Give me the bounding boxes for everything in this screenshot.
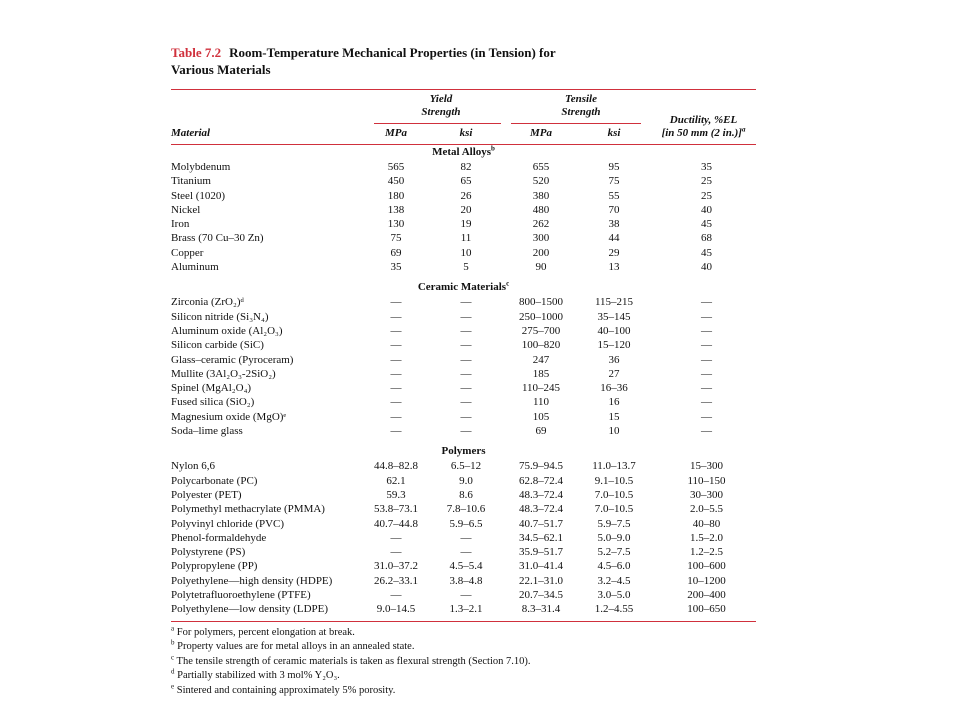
material-cell: Polyvinyl chloride (PVC) [171, 517, 285, 530]
table-row [171, 338, 756, 352]
footnote-mark: e [171, 682, 175, 691]
table-row [171, 517, 756, 531]
material-cell: Soda–lime glass [171, 425, 243, 438]
yield-mpa-cell: 9.0–14.5 [376, 603, 416, 616]
material-cell: Brass (70 Cu–30 Zn) [171, 232, 264, 245]
material-cell: Copper [171, 246, 204, 259]
yield-ksi-cell: 9.0 [459, 474, 473, 487]
group-name: Metal Alloys [432, 146, 492, 158]
tensile-ksi-cell: 38 [608, 218, 620, 231]
tensile-ksi-cell: 5.2–7.5 [597, 546, 631, 559]
tensile-mpa-cell: 520 [532, 175, 550, 188]
ductility-cell: 2.0–5.5 [690, 503, 723, 516]
footnote-mark: b [171, 638, 175, 647]
table-title-line2: Various Materials [171, 62, 271, 77]
tensile-mpa-cell: 100–820 [521, 339, 561, 352]
table-row [171, 545, 756, 559]
table-row [171, 531, 756, 545]
tensile-mpa-cell: 35.9–51.7 [519, 546, 563, 559]
yield-ksi-cell: 3.8–4.8 [449, 574, 483, 587]
yield-ksi-cell: — [460, 589, 472, 602]
yield-mpa-cell: — [390, 425, 402, 438]
table-row [171, 310, 756, 324]
tensile-mpa-cell: 90 [535, 261, 547, 274]
yield-mpa-cell: 138 [387, 203, 405, 216]
tensile-ksi-cell: 70 [608, 203, 620, 216]
table-row [171, 324, 756, 338]
ductility-cell: — [701, 425, 712, 438]
table-row [171, 488, 756, 502]
yield-ksi-cell: — [460, 296, 472, 309]
yield-mpa-cell: — [390, 396, 402, 409]
table-row [171, 246, 756, 260]
material-cell: Nylon 6,6 [171, 460, 215, 473]
tensile-ksi-cell: 95 [608, 161, 620, 173]
tensile-ksi-cell: 16 [608, 396, 620, 409]
table-body [171, 145, 756, 617]
tensile-ksi-cell: 27 [608, 367, 620, 380]
tensile-ksi-cell: 3.2–4.5 [597, 574, 631, 587]
table-number: Table 7.2 [171, 45, 222, 60]
yield-mpa-cell: 35 [390, 261, 402, 274]
yield-ksi-cell: — [460, 353, 472, 366]
yield-ksi-cell: 4.5–5.4 [449, 560, 483, 573]
table-row [171, 395, 756, 409]
yield-ksi-cell: 5 [463, 261, 469, 274]
footnote-text: For polymers, percent elongation at break. [176, 626, 355, 638]
material-cell: Steel (1020) [171, 189, 226, 202]
material-cell: Glass–ceramic (Pyroceram) [171, 353, 294, 366]
ductility-cell: — [701, 296, 712, 309]
table-row [171, 474, 756, 488]
tensile-ksi-cell: 15–120 [597, 339, 631, 352]
yield-ksi-cell: — [460, 324, 472, 337]
yield-mpa-cell: 130 [387, 218, 405, 231]
material-cell: Silicon nitride (Si₃N₄) [171, 310, 269, 323]
yield-mpa-cell: 62.1 [386, 474, 406, 487]
tensile-mpa-cell: 75.9–94.5 [519, 460, 563, 473]
yield-mpa-cell: — [390, 546, 402, 559]
table-row [171, 381, 756, 395]
tensile-ksi-cell: 7.0–10.5 [594, 503, 634, 516]
tensile-ksi-cell: 44 [608, 232, 620, 245]
tensile-mpa-cell: 105 [532, 410, 550, 423]
footnote [171, 669, 756, 684]
table-row [171, 217, 756, 231]
tensile-header: Tensile Strength [561, 93, 601, 118]
ductility-cell: — [701, 367, 712, 380]
ductility-cell: 100–650 [687, 603, 726, 616]
ductility-cell: — [701, 382, 712, 395]
yield-ksi-cell: — [460, 531, 472, 544]
table-bottom-rule [171, 621, 756, 622]
ductility-cell: — [701, 410, 712, 423]
yield-ksi-cell: 65 [460, 175, 472, 188]
yield-mpa-cell: 450 [387, 175, 405, 188]
ductility-cell: — [701, 310, 712, 323]
yield-mpa-cell: 69 [390, 246, 402, 259]
table-row [171, 559, 756, 573]
tensile-mpa-cell: 22.1–31.0 [519, 574, 563, 587]
ductility-cell: — [701, 396, 712, 409]
yield-ksi-cell: — [460, 382, 472, 395]
yield-ksi-cell: — [460, 425, 472, 438]
material-cell: Polypropylene (PP) [171, 560, 258, 573]
table-row [171, 574, 756, 588]
tensile-mpa-cell: 185 [532, 367, 550, 380]
material-cell: Nickel [171, 203, 201, 216]
yield-ksi-cell: — [460, 339, 472, 352]
tensile-mpa-cell: 480 [532, 203, 550, 216]
tensile-ksi-cell: 9.1–10.5 [594, 474, 634, 487]
material-cell: Fused silica (SiO₂) [171, 396, 255, 409]
ductility-cell: 25 [701, 189, 712, 202]
table-row [171, 588, 756, 602]
tensile-ksi-cell: 13 [608, 261, 620, 274]
footnote [171, 655, 756, 670]
material-cell: Aluminum [171, 261, 219, 274]
tensile-ksi-cell: 5.0–9.0 [597, 531, 631, 544]
ductility-cell: 30–300 [690, 488, 723, 501]
footnote [171, 684, 756, 699]
material-cell: Magnesium oxide (MgO)ᵉ [171, 410, 287, 423]
material-cell: Zirconia (ZrO₂)ᵈ [171, 296, 244, 309]
yield-mpa-cell: 53.8–73.1 [374, 503, 418, 516]
footnote-mark: d [171, 667, 175, 676]
material-cell: Phenol-formaldehyde [171, 531, 267, 544]
yield-ksi-cell: 1.3–2.1 [449, 603, 483, 616]
yield-mpa-cell: — [390, 296, 402, 309]
material-header: Material [171, 127, 211, 139]
tensile-ksi-cell: 15 [608, 410, 620, 423]
ductility-cell: — [701, 339, 712, 352]
table-row [171, 160, 756, 174]
tensile-ksi-cell: 29 [608, 246, 620, 259]
yield-underline [374, 123, 501, 124]
material-cell: Polystyrene (PS) [171, 546, 246, 559]
ductility-cell: 68 [701, 232, 712, 245]
ductility-cell: 15–300 [690, 460, 723, 473]
material-cell: Molybdenum [171, 161, 231, 173]
ductility-header: Ductility, %EL [in 50 mm (2 in.)]$^a$ [661, 114, 746, 139]
ductility-cell: 45 [701, 218, 712, 231]
table-row [171, 174, 756, 188]
yield-ksi-cell: 6.5–12 [450, 460, 482, 473]
table-row [171, 203, 756, 217]
table-document [171, 44, 756, 698]
footnote-text: Partially stabilized with 3 mol% Y₂O₃. [177, 670, 340, 682]
table-row [171, 459, 756, 473]
footnote-text: Sintered and containing approximately 5% porosity. [176, 684, 396, 696]
group-footnote-mark: c [506, 279, 510, 288]
yield-mpa-cell: 26.2–33.1 [374, 574, 418, 587]
table-row [171, 353, 756, 367]
material-cell: Polymethyl methacrylate (PMMA) [171, 503, 325, 516]
tensile-mpa-cell: 62.8–72.4 [519, 474, 563, 487]
ductility-cell: 35 [701, 161, 712, 173]
yield-ksi-cell: 11 [460, 232, 472, 245]
tensile-ksi-cell: 7.0–10.5 [594, 488, 634, 501]
tensile-ksi-cell: 40–100 [597, 324, 631, 337]
ductility-cell: 110–150 [687, 474, 726, 487]
tensile-ksi-cell: 5.9–7.5 [597, 517, 631, 530]
footnote-mark: a [171, 624, 175, 633]
yield-mpa-cell: 180 [387, 189, 405, 202]
tensile-mpa-cell: 34.5–62.1 [519, 531, 563, 544]
table-row [171, 424, 756, 438]
yield-mpa-cell: 75 [390, 232, 402, 245]
tensile-mpa-cell: 48.3–72.4 [519, 503, 563, 516]
yield-mpa-cell: 59.3 [386, 488, 406, 501]
ductility-cell: 1.5–2.0 [690, 531, 723, 544]
material-cell: Polyethylene—low density (LDPE) [171, 603, 329, 616]
table-row [171, 367, 756, 381]
yield-ksi-cell: 82 [460, 161, 472, 173]
yield-mpa-cell: — [390, 410, 402, 423]
tensile-mpa-cell: 262 [532, 218, 550, 231]
tensile-ksi-cell: 36 [608, 353, 620, 366]
footnotes [171, 626, 756, 699]
yield-mpa-cell: — [390, 339, 402, 352]
ductility-cell: 40–80 [692, 517, 721, 530]
tensile-mpa-cell: 8.3–31.4 [521, 603, 561, 616]
tensile-ksi-cell: 1.2–4.55 [594, 603, 634, 616]
mpa-header: MPa [385, 127, 407, 139]
material-cell: Polyethylene—high density (HDPE) [171, 574, 333, 587]
table-row [171, 295, 756, 309]
yield-mpa-cell: — [390, 324, 402, 337]
tensile-underline [511, 123, 641, 124]
yield-mpa-cell: — [390, 531, 402, 544]
material-cell: Titanium [171, 175, 211, 188]
ductility-cell: — [701, 353, 712, 366]
yield-ksi-cell: 7.8–10.6 [446, 503, 486, 516]
group-heading [171, 280, 756, 295]
ductility-cell: 1.2–2.5 [690, 546, 723, 559]
group-footnote-mark: b [491, 144, 495, 153]
ductility-cell: 25 [701, 175, 712, 188]
tensile-ksi-cell: 35–145 [597, 310, 631, 323]
group-heading [171, 145, 756, 160]
table-row [171, 410, 756, 424]
footnote-mark: c [171, 653, 175, 662]
yield-header: Yield Strength [421, 93, 461, 118]
material-cell: Polycarbonate (PC) [171, 474, 258, 487]
table-row [171, 231, 756, 245]
tensile-mpa-cell: 800–1500 [519, 296, 563, 309]
yield-mpa-cell: 40.7–44.8 [374, 517, 418, 530]
table-title [171, 44, 756, 78]
footnote-text: The tensile strength of ceramic materials is taken as flexural strength (Section 7.10). [176, 655, 531, 667]
yield-ksi-cell: 5.9–6.5 [449, 517, 483, 530]
column-headers [171, 90, 756, 144]
group-heading [171, 444, 756, 459]
tensile-mpa-cell: 250–1000 [519, 310, 563, 323]
yield-mpa-cell: — [390, 589, 402, 602]
ductility-cell: 100–600 [687, 560, 726, 573]
ksi-header: ksi [459, 127, 473, 139]
tensile-ksi-cell: 75 [608, 175, 620, 188]
tensile-mpa-cell: 247 [532, 353, 550, 366]
tensile-ksi-cell: 4.5–6.0 [597, 560, 631, 573]
yield-mpa-cell: 31.0–37.2 [374, 560, 418, 573]
yield-ksi-cell: — [460, 546, 472, 559]
tensile-ksi-cell: 10 [608, 425, 620, 438]
ductility-cell: 200–400 [687, 589, 726, 602]
ductility-cell: 40 [701, 261, 712, 274]
tensile-mpa-cell: 110–245 [521, 382, 561, 395]
yield-ksi-cell: 26 [460, 189, 472, 202]
footnote [171, 626, 756, 641]
tensile-mpa-cell: 200 [532, 246, 550, 259]
yield-mpa-cell: 565 [387, 161, 405, 173]
group-name: Ceramic Materials [417, 281, 507, 294]
yield-mpa-cell: — [390, 382, 402, 395]
tensile-mpa-cell: 110 [532, 396, 550, 409]
tensile-mpa-cell: 20.7–34.5 [519, 589, 563, 602]
table-title-line1: Room-Temperature Mechanical Properties (in Tension) for [229, 45, 556, 60]
yield-ksi-cell: — [460, 310, 472, 323]
tensile-ksi-cell: 3.0–5.0 [597, 589, 631, 602]
tensile-ksi-cell: 55 [608, 189, 620, 202]
tensile-mpa-cell: 380 [532, 189, 550, 202]
footnote [171, 640, 756, 655]
table-row [171, 189, 756, 203]
footnote-text: Property values are for metal alloys in an annealed state. [177, 641, 415, 653]
ductility-cell: 45 [701, 246, 712, 259]
material-cell: Iron [171, 218, 190, 231]
yield-ksi-cell: — [460, 410, 472, 423]
tensile-mpa-cell: 40.7–51.7 [519, 517, 563, 530]
yield-ksi-cell: — [460, 396, 472, 409]
tensile-mpa-cell: 300 [532, 232, 550, 245]
ductility-cell: — [701, 324, 712, 337]
ductility-cell: 40 [701, 203, 712, 216]
mpa-header-2: MPa [530, 127, 552, 139]
material-cell: Polyester (PET) [171, 488, 242, 501]
material-cell: Silicon carbide (SiC) [171, 339, 264, 352]
yield-ksi-cell: 20 [460, 203, 472, 216]
material-cell: Spinel (MgAl₂O₄) [171, 382, 252, 395]
yield-ksi-cell: 8.6 [459, 488, 473, 501]
yield-mpa-cell: — [390, 310, 402, 323]
table-row [171, 502, 756, 516]
tensile-ksi-cell: 11.0–13.7 [592, 460, 636, 473]
tensile-ksi-cell: 115–215 [594, 296, 634, 309]
table-row [171, 602, 756, 616]
yield-mpa-cell: — [390, 367, 402, 380]
table-row [171, 260, 756, 274]
material-cell: Mullite (3Al₂O₃-2SiO₂) [171, 367, 276, 380]
tensile-mpa-cell: 48.3–72.4 [519, 488, 563, 501]
ksi-header-2: ksi [607, 127, 621, 139]
tensile-mpa-cell: 31.0–41.4 [519, 560, 563, 573]
tensile-mpa-cell: 69 [535, 425, 547, 438]
yield-ksi-cell: 19 [460, 218, 472, 231]
yield-mpa-cell: 44.8–82.8 [374, 460, 418, 473]
tensile-mpa-cell: 655 [532, 161, 550, 173]
group-name: Polymers [441, 445, 486, 458]
tensile-ksi-cell: 16–36 [600, 382, 628, 395]
material-cell: Aluminum oxide (Al₂O₃) [171, 324, 283, 337]
yield-mpa-cell: — [390, 353, 402, 366]
yield-ksi-cell: — [460, 367, 472, 380]
material-cell: Polytetrafluoroethylene (PTFE) [171, 589, 311, 602]
tensile-mpa-cell: 275–700 [521, 324, 561, 337]
yield-ksi-cell: 10 [460, 246, 472, 259]
ductility-cell: 10–1200 [687, 574, 726, 587]
